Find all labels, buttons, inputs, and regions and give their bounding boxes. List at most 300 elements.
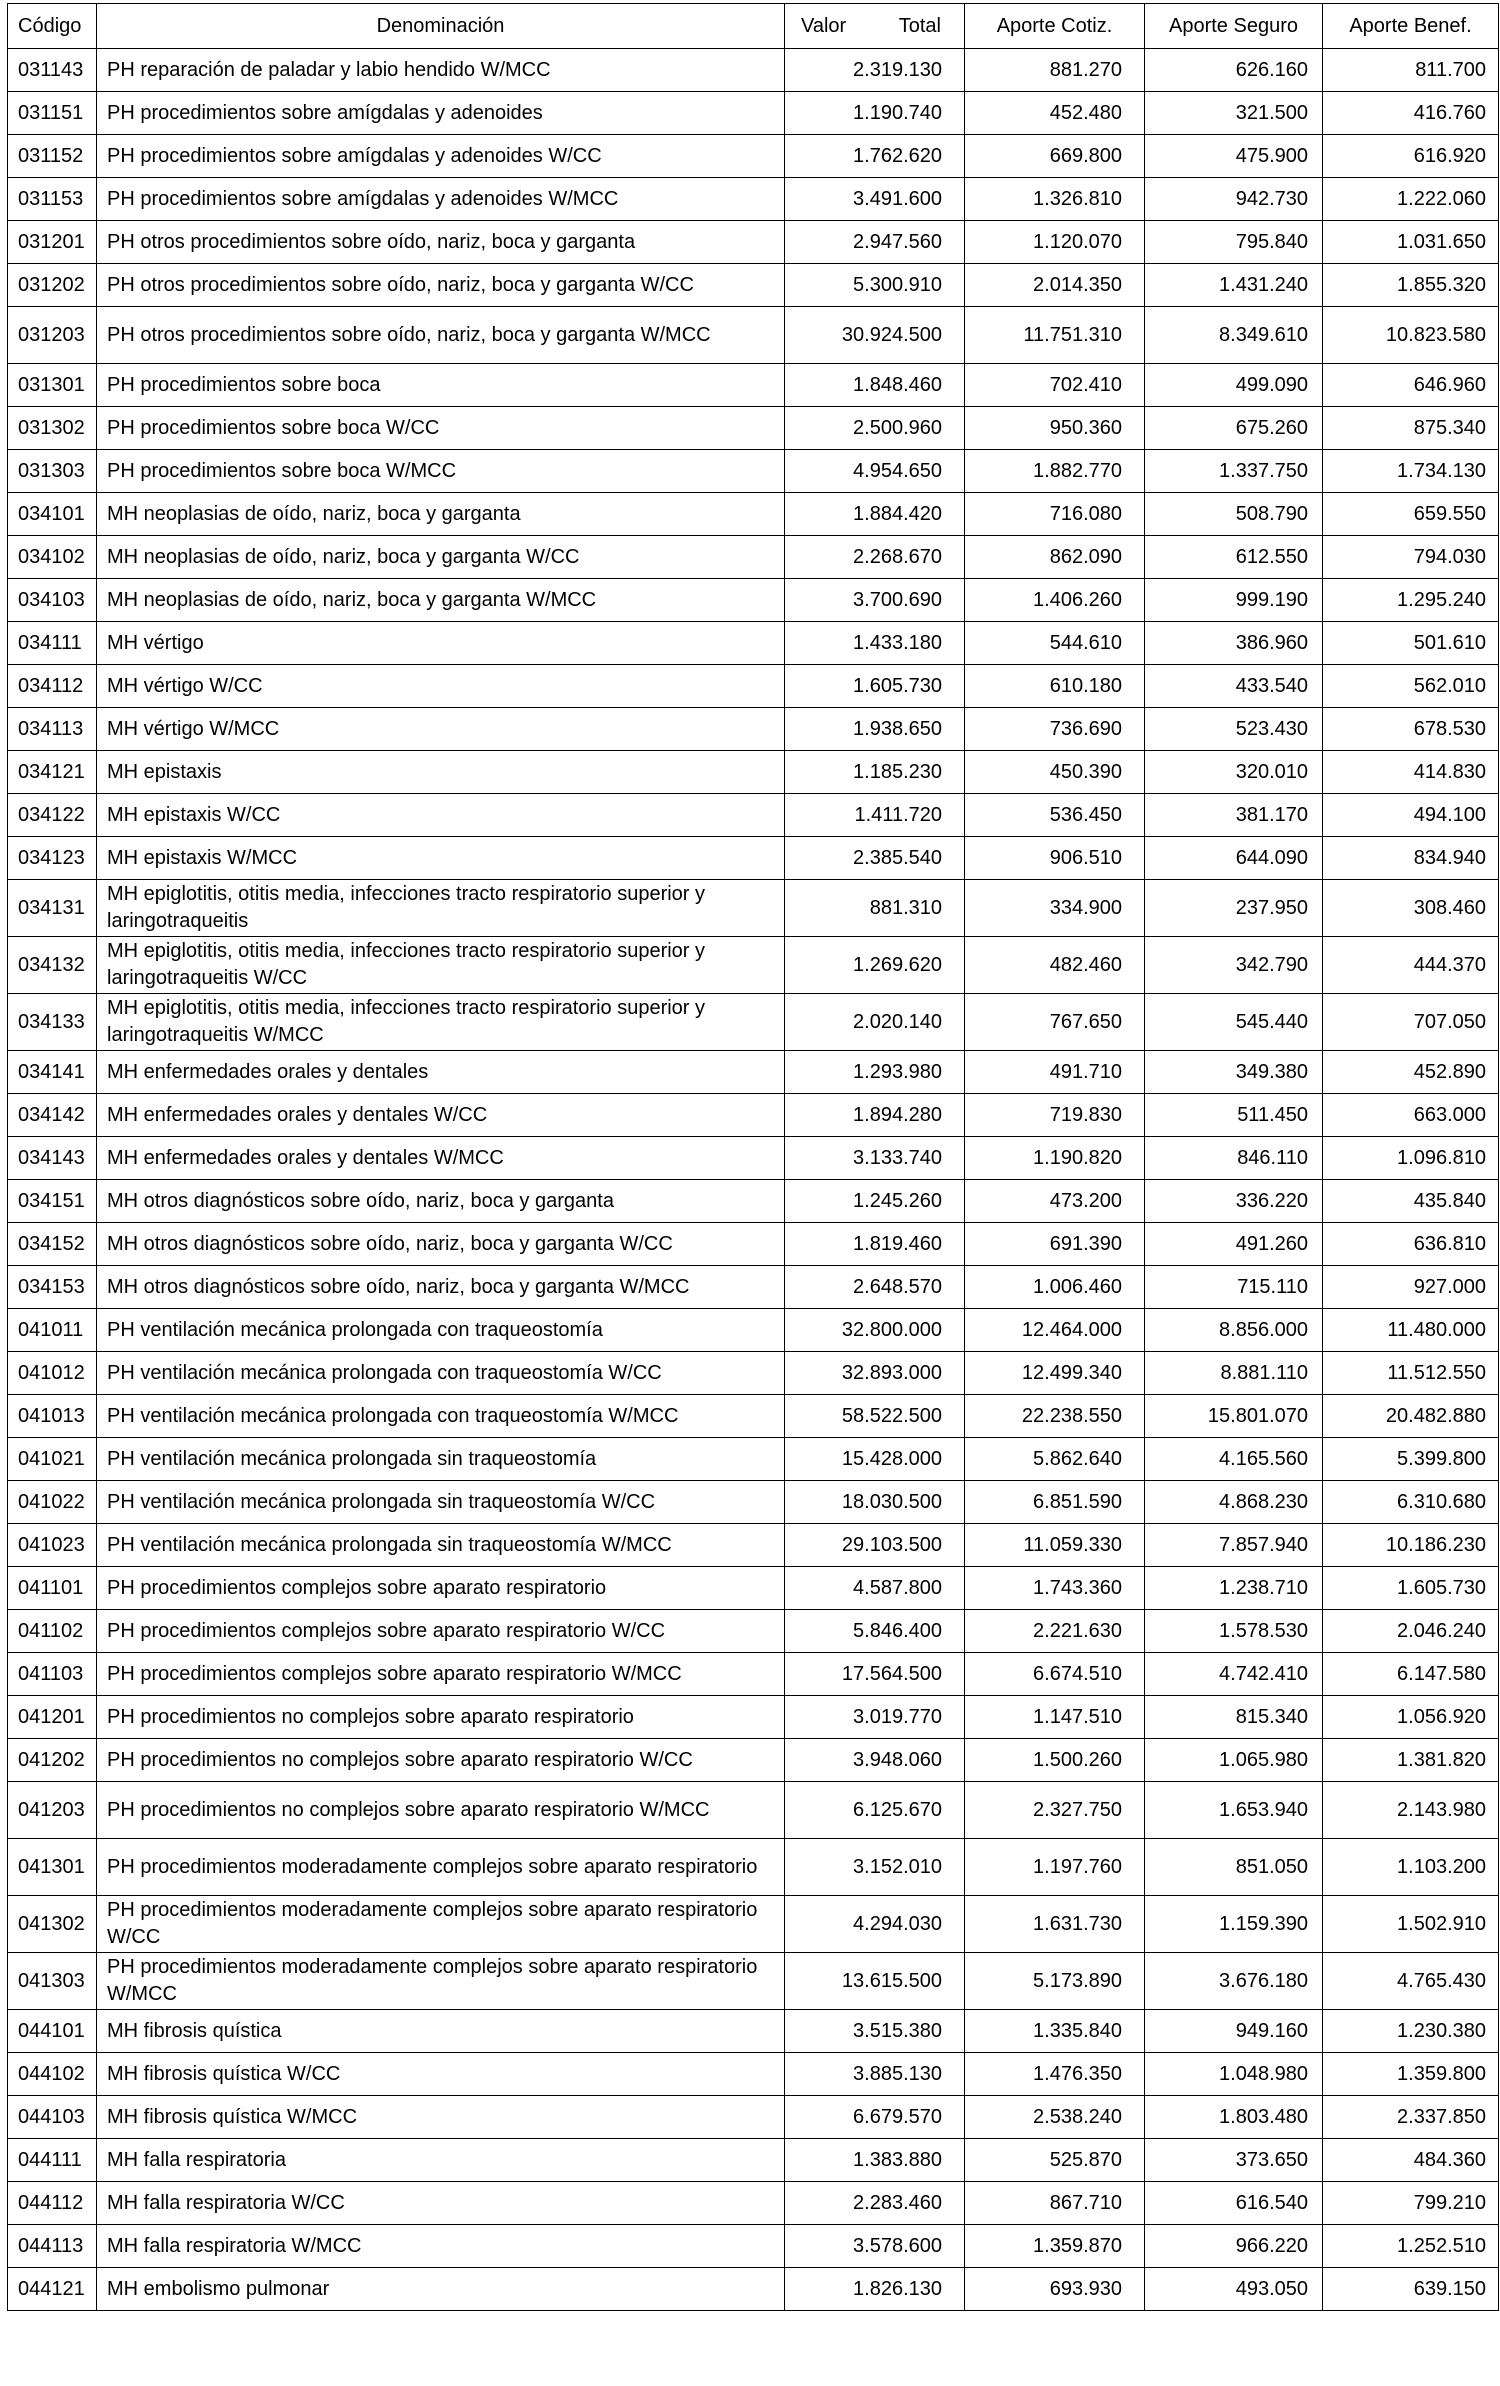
table-row <box>8 536 1499 579</box>
cell-codigo: 031201 <box>8 221 97 264</box>
cell-aporte-seguro: 320.010 <box>1145 751 1323 794</box>
cell-valor-total: 1.185.230 <box>785 751 965 794</box>
cell-aporte-cotiz: 702.410 <box>965 364 1145 407</box>
cell-denominacion: MH epiglotitis, otitis media, infecciones tracto respiratorio superior y laringotraqueitis W/CC <box>97 937 785 994</box>
cell-valor-total: 2.500.960 <box>785 407 965 450</box>
cell-aporte-cotiz: 950.360 <box>965 407 1145 450</box>
cell-aporte-benef: 636.810 <box>1323 1223 1499 1266</box>
table-row <box>8 1953 1499 2010</box>
cell-denominacion: PH procedimientos moderadamente complejos sobre aparato respiratorio W/CC <box>97 1896 785 1953</box>
table-row <box>8 450 1499 493</box>
cell-valor-total: 2.268.670 <box>785 536 965 579</box>
cell-aporte-cotiz: 1.500.260 <box>965 1739 1145 1782</box>
cell-aporte-benef: 616.920 <box>1323 135 1499 178</box>
cell-aporte-benef: 562.010 <box>1323 665 1499 708</box>
table-row <box>8 1567 1499 1610</box>
cell-valor-total: 2.283.460 <box>785 2182 965 2225</box>
cell-aporte-cotiz: 719.830 <box>965 1094 1145 1137</box>
cell-denominacion: MH otros diagnósticos sobre oído, nariz, boca y garganta W/MCC <box>97 1266 785 1309</box>
cell-codigo: 034133 <box>8 994 97 1051</box>
cell-aporte-cotiz: 525.870 <box>965 2139 1145 2182</box>
cell-aporte-seguro: 1.803.480 <box>1145 2096 1323 2139</box>
cell-aporte-benef: 799.210 <box>1323 2182 1499 2225</box>
cell-aporte-benef: 6.310.680 <box>1323 1481 1499 1524</box>
cell-valor-total: 2.648.570 <box>785 1266 965 1309</box>
cell-aporte-benef: 10.823.580 <box>1323 307 1499 364</box>
cell-valor-total: 5.300.910 <box>785 264 965 307</box>
cell-aporte-seguro: 675.260 <box>1145 407 1323 450</box>
cell-aporte-benef: 659.550 <box>1323 493 1499 536</box>
table-row <box>8 2268 1499 2311</box>
cell-aporte-cotiz: 22.238.550 <box>965 1395 1145 1438</box>
table-row <box>8 1137 1499 1180</box>
cell-aporte-seguro: 1.048.980 <box>1145 2053 1323 2096</box>
cell-aporte-benef: 646.960 <box>1323 364 1499 407</box>
cell-codigo: 034131 <box>8 880 97 937</box>
cell-aporte-cotiz: 716.080 <box>965 493 1145 536</box>
cell-valor-total: 32.800.000 <box>785 1309 965 1352</box>
table-row <box>8 1309 1499 1352</box>
table-row <box>8 364 1499 407</box>
cell-codigo: 034152 <box>8 1223 97 1266</box>
cell-aporte-cotiz: 867.710 <box>965 2182 1145 2225</box>
cell-valor-total: 1.605.730 <box>785 665 965 708</box>
cell-aporte-cotiz: 491.710 <box>965 1051 1145 1094</box>
cell-codigo: 031301 <box>8 364 97 407</box>
cell-codigo: 041023 <box>8 1524 97 1567</box>
cell-aporte-benef: 678.530 <box>1323 708 1499 751</box>
cell-denominacion: PH procedimientos no complejos sobre aparato respiratorio W/MCC <box>97 1782 785 1839</box>
cell-aporte-cotiz: 2.538.240 <box>965 2096 1145 2139</box>
cell-aporte-cotiz: 906.510 <box>965 837 1145 880</box>
cell-denominacion: PH procedimientos sobre amígdalas y adenoides <box>97 92 785 135</box>
cell-aporte-cotiz: 691.390 <box>965 1223 1145 1266</box>
cell-codigo: 041201 <box>8 1696 97 1739</box>
cell-denominacion: PH ventilación mecánica prolongada sin traqueostomía <box>97 1438 785 1481</box>
cell-aporte-cotiz: 1.147.510 <box>965 1696 1145 1739</box>
cell-aporte-seguro: 7.857.940 <box>1145 1524 1323 1567</box>
cell-denominacion: PH procedimientos complejos sobre aparato respiratorio W/MCC <box>97 1653 785 1696</box>
table-row <box>8 1438 1499 1481</box>
cell-aporte-cotiz: 1.743.360 <box>965 1567 1145 1610</box>
cell-aporte-seguro: 342.790 <box>1145 937 1323 994</box>
cell-denominacion: PH otros procedimientos sobre oído, nariz, boca y garganta W/MCC <box>97 307 785 364</box>
cell-aporte-cotiz: 450.390 <box>965 751 1145 794</box>
cell-aporte-seguro: 433.540 <box>1145 665 1323 708</box>
table-row <box>8 221 1499 264</box>
cell-denominacion: PH otros procedimientos sobre oído, nariz, boca y garganta W/CC <box>97 264 785 307</box>
table-row <box>8 1051 1499 1094</box>
cell-aporte-seguro: 966.220 <box>1145 2225 1323 2268</box>
table-body <box>8 49 1499 2311</box>
cell-aporte-seguro: 545.440 <box>1145 994 1323 1051</box>
column-header-aporte-seguro: Aporte Seguro <box>1145 4 1323 49</box>
cell-denominacion: PH ventilación mecánica prolongada con traqueostomía <box>97 1309 785 1352</box>
table-row <box>8 493 1499 536</box>
cell-aporte-benef: 4.765.430 <box>1323 1953 1499 2010</box>
cell-aporte-seguro: 795.840 <box>1145 221 1323 264</box>
cell-codigo: 031153 <box>8 178 97 221</box>
cell-valor-total: 4.294.030 <box>785 1896 965 1953</box>
cell-denominacion: MH epiglotitis, otitis media, infecciones tracto respiratorio superior y laringotraqueitis <box>97 880 785 937</box>
cell-aporte-seguro: 475.900 <box>1145 135 1323 178</box>
cell-denominacion: PH procedimientos sobre amígdalas y adenoides W/CC <box>97 135 785 178</box>
column-header-valor: Valor <box>801 14 847 37</box>
cell-valor-total: 1.819.460 <box>785 1223 965 1266</box>
cell-aporte-benef: 501.610 <box>1323 622 1499 665</box>
table-row <box>8 1524 1499 1567</box>
cell-denominacion: MH enfermedades orales y dentales <box>97 1051 785 1094</box>
cell-valor-total: 32.893.000 <box>785 1352 965 1395</box>
cell-aporte-cotiz: 1.335.840 <box>965 2010 1145 2053</box>
cell-denominacion: MH neoplasias de oído, nariz, boca y garganta W/CC <box>97 536 785 579</box>
cell-aporte-seguro: 336.220 <box>1145 1180 1323 1223</box>
cell-valor-total: 6.679.570 <box>785 2096 965 2139</box>
cell-aporte-seguro: 8.349.610 <box>1145 307 1323 364</box>
cell-denominacion: MH epiglotitis, otitis media, infecciones tracto respiratorio superior y laringotraqueitis W/MCC <box>97 994 785 1051</box>
table-row <box>8 837 1499 880</box>
cell-codigo: 034103 <box>8 579 97 622</box>
cell-aporte-benef: 6.147.580 <box>1323 1653 1499 1696</box>
cell-codigo: 034112 <box>8 665 97 708</box>
cell-aporte-benef: 1.222.060 <box>1323 178 1499 221</box>
cell-valor-total: 6.125.670 <box>785 1782 965 1839</box>
cell-aporte-seguro: 1.653.940 <box>1145 1782 1323 1839</box>
cell-aporte-seguro: 942.730 <box>1145 178 1323 221</box>
cell-denominacion: PH reparación de paladar y labio hendido W/MCC <box>97 49 785 92</box>
cell-aporte-cotiz: 473.200 <box>965 1180 1145 1223</box>
table-row <box>8 994 1499 1051</box>
cell-aporte-seguro: 4.165.560 <box>1145 1438 1323 1481</box>
column-header-total: Total <box>898 14 941 37</box>
cell-denominacion: PH procedimientos moderadamente complejos sobre aparato respiratorio W/MCC <box>97 1953 785 2010</box>
table-row <box>8 1610 1499 1653</box>
table-row <box>8 751 1499 794</box>
cell-codigo: 044103 <box>8 2096 97 2139</box>
cell-aporte-benef: 1.381.820 <box>1323 1739 1499 1782</box>
cell-aporte-seguro: 815.340 <box>1145 1696 1323 1739</box>
cell-aporte-benef: 416.760 <box>1323 92 1499 135</box>
table-row <box>8 708 1499 751</box>
cell-aporte-benef: 10.186.230 <box>1323 1524 1499 1567</box>
header-row <box>8 4 1499 49</box>
cell-aporte-seguro: 523.430 <box>1145 708 1323 751</box>
table-row <box>8 1696 1499 1739</box>
table-row <box>8 622 1499 665</box>
table-row <box>8 1180 1499 1223</box>
cell-aporte-seguro: 8.881.110 <box>1145 1352 1323 1395</box>
cell-codigo: 034121 <box>8 751 97 794</box>
cell-denominacion: MH vértigo W/MCC <box>97 708 785 751</box>
cell-aporte-cotiz: 334.900 <box>965 880 1145 937</box>
cell-aporte-seguro: 715.110 <box>1145 1266 1323 1309</box>
cell-aporte-benef: 308.460 <box>1323 880 1499 937</box>
cell-aporte-seguro: 851.050 <box>1145 1839 1323 1896</box>
cell-aporte-benef: 1.056.920 <box>1323 1696 1499 1739</box>
cell-codigo: 044121 <box>8 2268 97 2311</box>
cell-aporte-seguro: 349.380 <box>1145 1051 1323 1094</box>
cell-codigo: 041301 <box>8 1839 97 1896</box>
cell-aporte-seguro: 373.650 <box>1145 2139 1323 2182</box>
cell-aporte-seguro: 386.960 <box>1145 622 1323 665</box>
cell-valor-total: 2.947.560 <box>785 221 965 264</box>
cell-codigo: 034113 <box>8 708 97 751</box>
cell-aporte-benef: 2.337.850 <box>1323 2096 1499 2139</box>
cell-aporte-cotiz: 1.359.870 <box>965 2225 1145 2268</box>
table-row <box>8 794 1499 837</box>
cell-aporte-seguro: 626.160 <box>1145 49 1323 92</box>
cell-aporte-benef: 707.050 <box>1323 994 1499 1051</box>
table-row <box>8 1896 1499 1953</box>
cell-aporte-benef: 444.370 <box>1323 937 1499 994</box>
cell-aporte-seguro: 3.676.180 <box>1145 1953 1323 2010</box>
cell-codigo: 044111 <box>8 2139 97 2182</box>
cell-aporte-seguro: 511.450 <box>1145 1094 1323 1137</box>
cell-valor-total: 3.885.130 <box>785 2053 965 2096</box>
table-header <box>8 4 1499 49</box>
cell-aporte-cotiz: 1.326.810 <box>965 178 1145 221</box>
table-row <box>8 937 1499 994</box>
cell-aporte-benef: 1.031.650 <box>1323 221 1499 264</box>
cell-codigo: 041303 <box>8 1953 97 2010</box>
cell-aporte-benef: 11.480.000 <box>1323 1309 1499 1352</box>
cell-codigo: 031152 <box>8 135 97 178</box>
cell-aporte-cotiz: 11.751.310 <box>965 307 1145 364</box>
cell-aporte-seguro: 321.500 <box>1145 92 1323 135</box>
cell-valor-total: 58.522.500 <box>785 1395 965 1438</box>
cell-codigo: 034142 <box>8 1094 97 1137</box>
cell-denominacion: PH procedimientos sobre boca W/MCC <box>97 450 785 493</box>
cell-valor-total: 13.615.500 <box>785 1953 965 2010</box>
cell-denominacion: PH procedimientos complejos sobre aparato respiratorio <box>97 1567 785 1610</box>
cell-aporte-cotiz: 693.930 <box>965 2268 1145 2311</box>
cell-aporte-cotiz: 1.190.820 <box>965 1137 1145 1180</box>
cell-denominacion: MH epistaxis W/CC <box>97 794 785 837</box>
cell-denominacion: PH ventilación mecánica prolongada con traqueostomía W/MCC <box>97 1395 785 1438</box>
cell-valor-total: 1.293.980 <box>785 1051 965 1094</box>
cell-codigo: 044101 <box>8 2010 97 2053</box>
cell-denominacion: MH embolismo pulmonar <box>97 2268 785 2311</box>
cell-denominacion: PH procedimientos complejos sobre aparato respiratorio W/CC <box>97 1610 785 1653</box>
cell-aporte-seguro: 644.090 <box>1145 837 1323 880</box>
cell-valor-total: 3.948.060 <box>785 1739 965 1782</box>
cell-codigo: 041013 <box>8 1395 97 1438</box>
table-row <box>8 2053 1499 2096</box>
cell-codigo: 041021 <box>8 1438 97 1481</box>
cell-aporte-cotiz: 11.059.330 <box>965 1524 1145 1567</box>
cell-aporte-cotiz: 1.882.770 <box>965 450 1145 493</box>
cell-aporte-seguro: 4.742.410 <box>1145 1653 1323 1696</box>
cell-valor-total: 4.587.800 <box>785 1567 965 1610</box>
cell-valor-total: 3.700.690 <box>785 579 965 622</box>
table-row <box>8 2182 1499 2225</box>
cell-valor-total: 2.319.130 <box>785 49 965 92</box>
cell-aporte-benef: 1.502.910 <box>1323 1896 1499 1953</box>
cell-codigo: 031202 <box>8 264 97 307</box>
table-row <box>8 1782 1499 1839</box>
cell-aporte-cotiz: 1.006.460 <box>965 1266 1145 1309</box>
cell-valor-total: 3.152.010 <box>785 1839 965 1896</box>
cell-valor-total: 4.954.650 <box>785 450 965 493</box>
cell-aporte-cotiz: 1.197.760 <box>965 1839 1145 1896</box>
cell-valor-total: 3.578.600 <box>785 2225 965 2268</box>
cell-codigo: 041103 <box>8 1653 97 1696</box>
table-row <box>8 2225 1499 2268</box>
table-row <box>8 1839 1499 1896</box>
cell-codigo: 034101 <box>8 493 97 536</box>
cell-aporte-cotiz: 881.270 <box>965 49 1145 92</box>
cell-codigo: 034153 <box>8 1266 97 1309</box>
cell-denominacion: MH epistaxis <box>97 751 785 794</box>
cell-valor-total: 3.133.740 <box>785 1137 965 1180</box>
table-row <box>8 579 1499 622</box>
cell-aporte-benef: 414.830 <box>1323 751 1499 794</box>
cell-aporte-benef: 1.252.510 <box>1323 2225 1499 2268</box>
cell-aporte-benef: 927.000 <box>1323 1266 1499 1309</box>
cell-aporte-seguro: 491.260 <box>1145 1223 1323 1266</box>
cell-aporte-benef: 1.295.240 <box>1323 579 1499 622</box>
cell-aporte-benef: 452.890 <box>1323 1051 1499 1094</box>
cell-aporte-seguro: 1.238.710 <box>1145 1567 1323 1610</box>
cell-aporte-cotiz: 6.851.590 <box>965 1481 1145 1524</box>
cell-valor-total: 3.019.770 <box>785 1696 965 1739</box>
cell-valor-total: 2.020.140 <box>785 994 965 1051</box>
cell-valor-total: 1.884.420 <box>785 493 965 536</box>
cell-aporte-cotiz: 536.450 <box>965 794 1145 837</box>
cell-valor-total: 5.846.400 <box>785 1610 965 1653</box>
cell-codigo: 041102 <box>8 1610 97 1653</box>
cell-aporte-cotiz: 5.862.640 <box>965 1438 1145 1481</box>
table-row <box>8 665 1499 708</box>
cell-aporte-cotiz: 5.173.890 <box>965 1953 1145 2010</box>
table-row <box>8 407 1499 450</box>
cell-denominacion: MH vértigo <box>97 622 785 665</box>
cell-codigo: 034151 <box>8 1180 97 1223</box>
cell-aporte-cotiz: 1.120.070 <box>965 221 1145 264</box>
cell-aporte-benef: 435.840 <box>1323 1180 1499 1223</box>
table-row <box>8 1653 1499 1696</box>
cell-aporte-seguro: 15.801.070 <box>1145 1395 1323 1438</box>
cell-denominacion: MH fibrosis quística W/CC <box>97 2053 785 2096</box>
cell-denominacion: PH procedimientos no complejos sobre aparato respiratorio W/CC <box>97 1739 785 1782</box>
cell-aporte-cotiz: 2.221.630 <box>965 1610 1145 1653</box>
cell-denominacion: PH procedimientos sobre amígdalas y adenoides W/MCC <box>97 178 785 221</box>
cell-denominacion: MH fibrosis quística <box>97 2010 785 2053</box>
table-row <box>8 2010 1499 2053</box>
cell-aporte-seguro: 1.065.980 <box>1145 1739 1323 1782</box>
cell-aporte-benef: 1.605.730 <box>1323 1567 1499 1610</box>
cell-aporte-cotiz: 862.090 <box>965 536 1145 579</box>
cell-aporte-cotiz: 767.650 <box>965 994 1145 1051</box>
table-row <box>8 1352 1499 1395</box>
cell-aporte-cotiz: 6.674.510 <box>965 1653 1145 1696</box>
cell-aporte-cotiz: 1.406.260 <box>965 579 1145 622</box>
cell-valor-total: 3.491.600 <box>785 178 965 221</box>
table-row <box>8 307 1499 364</box>
cell-aporte-benef: 1.734.130 <box>1323 450 1499 493</box>
cell-aporte-seguro: 999.190 <box>1145 579 1323 622</box>
cell-codigo: 034143 <box>8 1137 97 1180</box>
cell-denominacion: MH vértigo W/CC <box>97 665 785 708</box>
cell-denominacion: MH falla respiratoria <box>97 2139 785 2182</box>
cell-valor-total: 1.411.720 <box>785 794 965 837</box>
table-row <box>8 2096 1499 2139</box>
cell-aporte-cotiz: 482.460 <box>965 937 1145 994</box>
cell-denominacion: PH ventilación mecánica prolongada con traqueostomía W/CC <box>97 1352 785 1395</box>
table-row <box>8 1266 1499 1309</box>
cell-aporte-seguro: 1.337.750 <box>1145 450 1323 493</box>
cell-codigo: 034122 <box>8 794 97 837</box>
cell-valor-total: 3.515.380 <box>785 2010 965 2053</box>
table-row <box>8 2139 1499 2182</box>
cell-codigo: 044113 <box>8 2225 97 2268</box>
cell-aporte-benef: 663.000 <box>1323 1094 1499 1137</box>
cell-codigo: 034102 <box>8 536 97 579</box>
cell-aporte-benef: 639.150 <box>1323 2268 1499 2311</box>
cell-aporte-seguro: 1.431.240 <box>1145 264 1323 307</box>
cell-aporte-benef: 1.855.320 <box>1323 264 1499 307</box>
cell-denominacion: MH enfermedades orales y dentales W/MCC <box>97 1137 785 1180</box>
cell-aporte-seguro: 1.578.530 <box>1145 1610 1323 1653</box>
cell-aporte-cotiz: 12.464.000 <box>965 1309 1145 1352</box>
cell-aporte-benef: 1.359.800 <box>1323 2053 1499 2096</box>
cell-valor-total: 18.030.500 <box>785 1481 965 1524</box>
cell-codigo: 031143 <box>8 49 97 92</box>
cell-aporte-seguro: 949.160 <box>1145 2010 1323 2053</box>
cell-denominacion: MH neoplasias de oído, nariz, boca y garganta <box>97 493 785 536</box>
cell-aporte-seguro: 612.550 <box>1145 536 1323 579</box>
column-header-valor-total <box>785 4 965 49</box>
cell-aporte-seguro: 508.790 <box>1145 493 1323 536</box>
column-header-aporte-benef: Aporte Benef. <box>1323 4 1499 49</box>
cell-aporte-benef: 2.046.240 <box>1323 1610 1499 1653</box>
cell-valor-total: 1.383.880 <box>785 2139 965 2182</box>
cell-valor-total: 2.385.540 <box>785 837 965 880</box>
column-header-codigo: Código <box>8 4 97 49</box>
cell-aporte-benef: 1.230.380 <box>1323 2010 1499 2053</box>
cell-codigo: 041302 <box>8 1896 97 1953</box>
cell-codigo: 041022 <box>8 1481 97 1524</box>
cell-codigo: 041202 <box>8 1739 97 1782</box>
cell-valor-total: 1.433.180 <box>785 622 965 665</box>
table-row <box>8 92 1499 135</box>
cell-aporte-seguro: 499.090 <box>1145 364 1323 407</box>
cell-aporte-benef: 834.940 <box>1323 837 1499 880</box>
tariff-table <box>7 3 1499 2311</box>
cell-codigo: 044102 <box>8 2053 97 2096</box>
cell-aporte-benef: 11.512.550 <box>1323 1352 1499 1395</box>
cell-valor-total: 1.269.620 <box>785 937 965 994</box>
cell-valor-total: 1.245.260 <box>785 1180 965 1223</box>
cell-aporte-cotiz: 544.610 <box>965 622 1145 665</box>
cell-denominacion: MH falla respiratoria W/CC <box>97 2182 785 2225</box>
cell-codigo: 044112 <box>8 2182 97 2225</box>
cell-denominacion: MH enfermedades orales y dentales W/CC <box>97 1094 785 1137</box>
cell-valor-total: 17.564.500 <box>785 1653 965 1696</box>
cell-codigo: 034141 <box>8 1051 97 1094</box>
cell-codigo: 031203 <box>8 307 97 364</box>
cell-denominacion: PH procedimientos moderadamente complejos sobre aparato respiratorio <box>97 1839 785 1896</box>
cell-denominacion: MH neoplasias de oído, nariz, boca y garganta W/MCC <box>97 579 785 622</box>
cell-aporte-benef: 875.340 <box>1323 407 1499 450</box>
cell-aporte-cotiz: 2.014.350 <box>965 264 1145 307</box>
table-row <box>8 1094 1499 1137</box>
cell-valor-total: 1.762.620 <box>785 135 965 178</box>
cell-aporte-seguro: 616.540 <box>1145 2182 1323 2225</box>
table-row <box>8 1395 1499 1438</box>
cell-codigo: 031302 <box>8 407 97 450</box>
cell-denominacion: MH otros diagnósticos sobre oído, nariz, boca y garganta W/CC <box>97 1223 785 1266</box>
